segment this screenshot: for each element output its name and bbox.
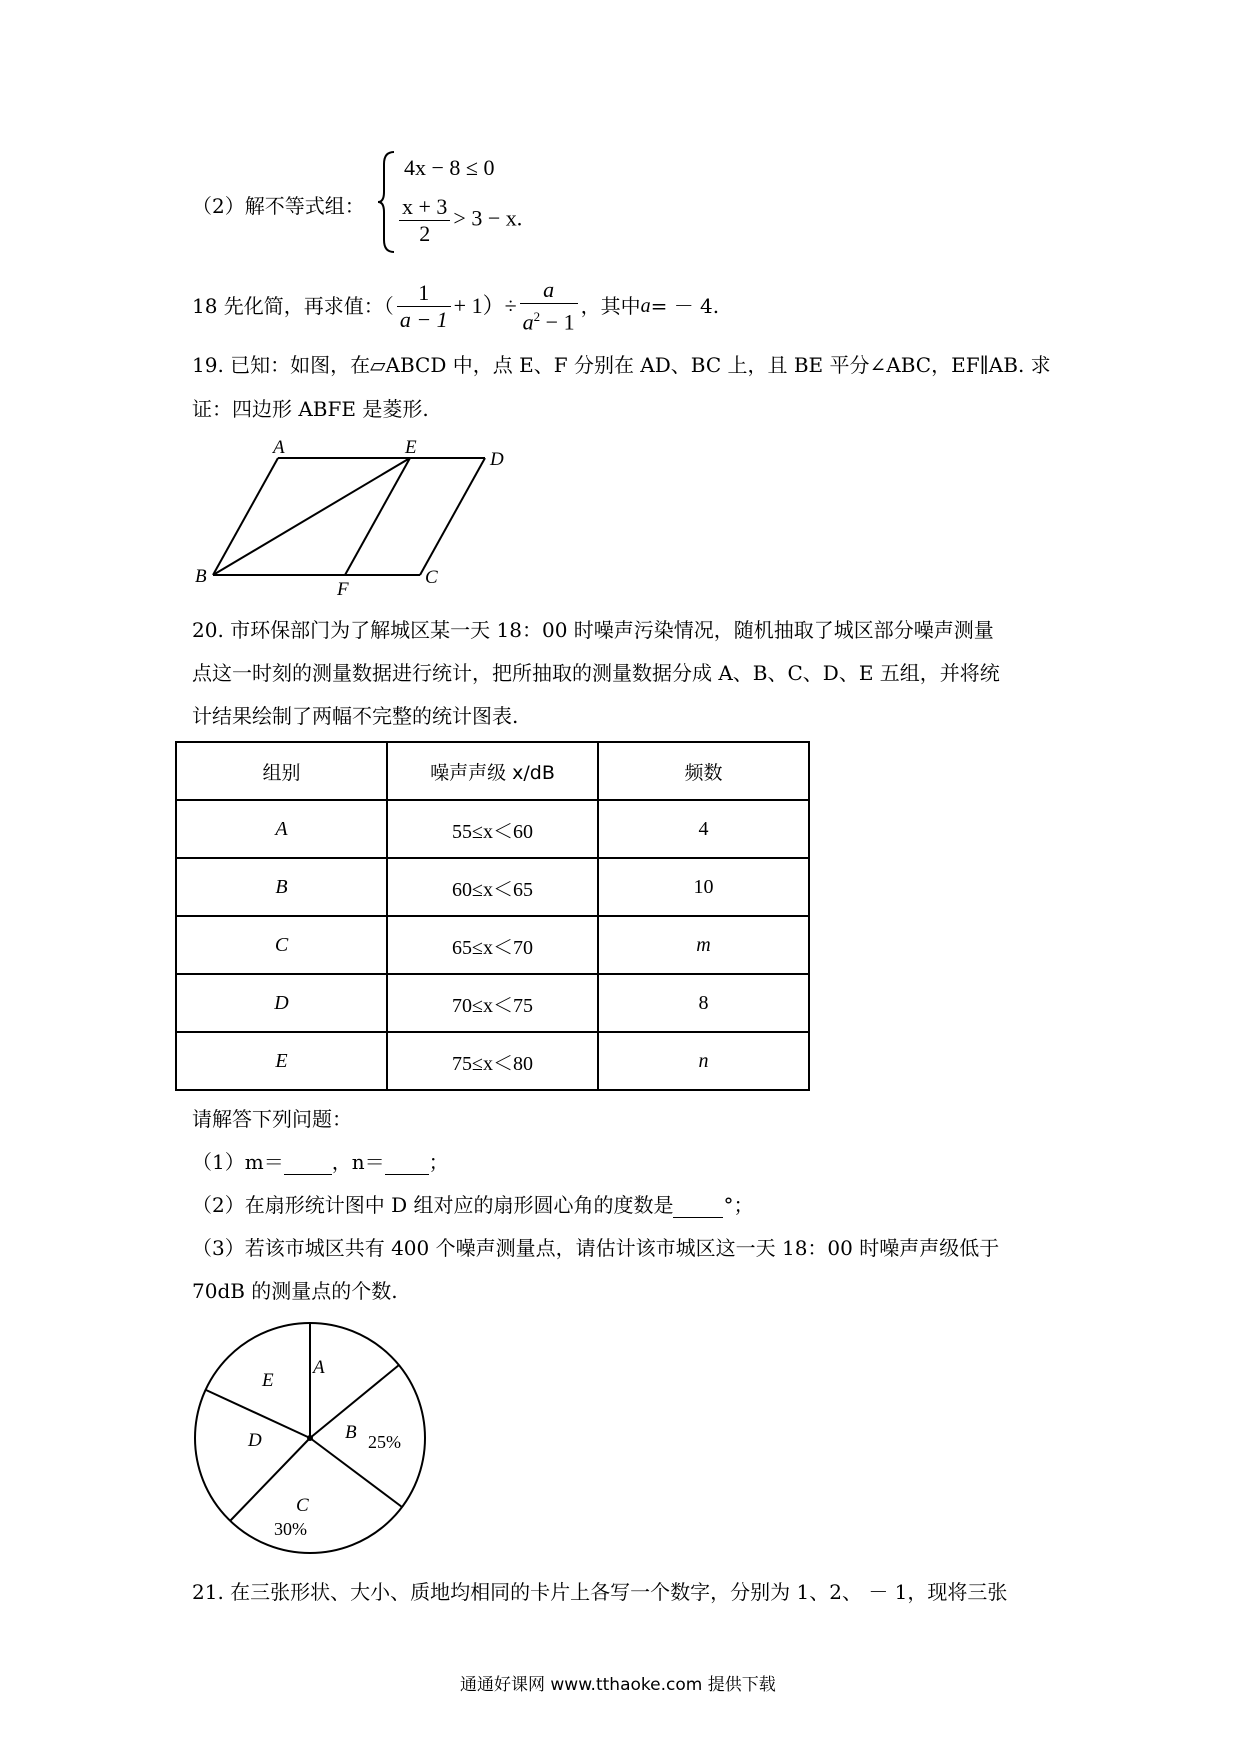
q18-frac2-num: a	[520, 277, 578, 304]
table-cell: C	[176, 916, 387, 974]
label-d: D	[490, 449, 504, 470]
table-header: 噪声声级 x/dB	[387, 742, 598, 800]
table-row	[176, 800, 809, 858]
pie-label-b: B	[345, 1422, 357, 1443]
answer-blank-angle[interactable]	[673, 1193, 723, 1218]
table-cell: E	[176, 1032, 387, 1090]
answer-blank-m[interactable]	[284, 1150, 332, 1175]
table-header: 频数	[598, 742, 809, 800]
table-row	[176, 974, 809, 1032]
pie-label-c: C	[296, 1495, 309, 1516]
q18-suffix-post: = － 4.	[650, 294, 720, 319]
table-row	[176, 1032, 809, 1090]
table-header: 组别	[176, 742, 387, 800]
footer-text: 通通好课网 www.tthaoke.com 提供下载	[460, 1675, 776, 1695]
q18-prefix: 18 先化简，再求值：（	[192, 294, 394, 319]
pie-percent-c: 30%	[274, 1519, 307, 1539]
pie-percent-b: 25%	[368, 1432, 401, 1452]
answer-blank-n[interactable]	[385, 1150, 429, 1175]
table-cell: D	[176, 974, 387, 1032]
label-b: B	[195, 566, 207, 587]
noise-table	[175, 741, 810, 1091]
segment-ab	[213, 458, 278, 575]
table-row	[176, 916, 809, 974]
inequality-1: 4x − 8 ≤ 0	[404, 155, 495, 180]
q18-frac1-num: 1	[397, 280, 451, 307]
system-brace	[376, 150, 398, 254]
table-cell: 10	[598, 858, 809, 916]
table-cell: 60≤x＜65	[387, 858, 598, 916]
pie-label-e: E	[262, 1370, 274, 1391]
segment-dc	[420, 458, 485, 575]
q18-plus-one: + 1）÷	[453, 293, 517, 319]
q19-line1: 19. 已知：如图，在▱ABCD 中，点 E、F 分别在 AD、BC 上，且 BE 平分∠ABC，EF∥AB. 求	[192, 353, 1051, 377]
table-cell: A	[176, 800, 387, 858]
table-cell: 55≤x＜60	[387, 800, 598, 858]
q18-frac2-den-rest: − 1	[540, 309, 575, 335]
q20-line1: 20. 市环保部门为了解城区某一天 18：00 时噪声污染情况，随机抽取了城区部分噪声测量	[192, 618, 994, 642]
q20-sub2	[192, 1193, 753, 1218]
table-cell: 65≤x＜70	[387, 916, 598, 974]
label-a: A	[273, 437, 285, 458]
table-header-row	[176, 742, 809, 800]
table-cell: 4	[598, 800, 809, 858]
label-f: F	[337, 579, 349, 595]
q17-label: （2）解不等式组：	[192, 194, 365, 218]
q18-frac1-den: a − 1	[399, 306, 448, 332]
q18-frac2-den-var: a	[522, 309, 534, 335]
pie-label-d: D	[248, 1430, 262, 1451]
q20-line2: 点这一时刻的测量数据进行统计，把所抽取的测量数据分成 A、B、C、D、E 五组，并将统	[192, 661, 1000, 685]
q20-sub3-line2: 70dB 的测量点的个数.	[192, 1279, 398, 1303]
ineq2-rest: > 3 − x	[453, 205, 517, 231]
q20-prompt: 请解答下列问题：	[192, 1107, 352, 1131]
q19-line2: 证：四边形 ABFE 是菱形.	[192, 397, 429, 421]
label-c: C	[425, 567, 438, 588]
table-cell: m	[598, 916, 809, 974]
label-e: E	[405, 437, 417, 458]
q20-sub1	[192, 1150, 449, 1175]
ineq2-end: .	[516, 205, 523, 231]
table-cell: B	[176, 858, 387, 916]
sub1-n-label: ，n＝	[331, 1150, 385, 1174]
table-cell: 70≤x＜75	[387, 974, 598, 1032]
pie-center	[307, 1435, 313, 1441]
ineq2-numerator: x + 3	[399, 194, 450, 221]
inequality-2	[396, 194, 522, 247]
sub2-end: °；	[723, 1193, 754, 1217]
ineq2-denominator: 2	[419, 221, 431, 246]
q21-line1: 21. 在三张形状、大小、质地均相同的卡片上各写一个数字，分别为 1、2、 － 1，现将三张	[192, 1580, 1008, 1604]
q18-suffix-var: a	[640, 295, 651, 318]
q20-line3: 计结果绘制了两幅不完整的统计图表.	[192, 704, 519, 728]
table-row	[176, 858, 809, 916]
q18	[192, 277, 719, 335]
q18-suffix-pre: ，其中	[580, 294, 641, 319]
table-cell: 75≤x＜80	[387, 1032, 598, 1090]
q18-frac2-den-exp: 2	[533, 309, 541, 324]
segment-be	[213, 458, 410, 575]
sub1-end: ；	[428, 1150, 449, 1174]
sub2-text: （2）在扇形统计图中 D 组对应的扇形圆心角的度数是	[192, 1193, 674, 1217]
parallelogram-figure	[185, 435, 515, 595]
table-cell: 8	[598, 974, 809, 1032]
sub1-m-label: （1）m＝	[192, 1150, 284, 1174]
pie-chart	[190, 1318, 430, 1558]
q20-sub3-line1: （3）若该市城区共有 400 个噪声测量点，请估计该市城区这一天 18：00 时噪声声级低于	[192, 1236, 1000, 1260]
table-cell: n	[598, 1032, 809, 1090]
pie-label-a: A	[313, 1357, 325, 1378]
segment-ef	[345, 458, 410, 575]
